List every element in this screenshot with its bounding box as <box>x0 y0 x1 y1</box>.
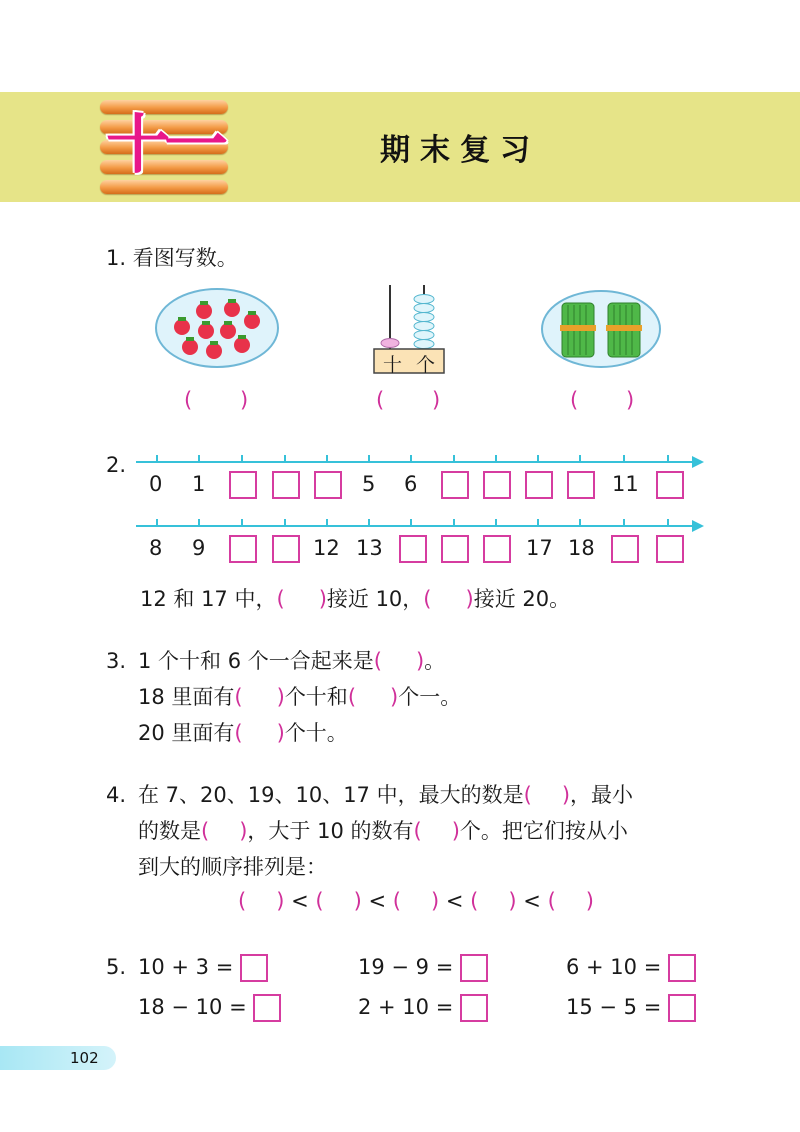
chapter-title: 期末复习 <box>380 133 540 168</box>
answer-paren-open: ( <box>373 649 382 673</box>
text-segment: 个十。 <box>284 721 348 745</box>
text-segment: 接近 20。 <box>473 587 571 611</box>
answer-paren-close: ) <box>239 819 248 843</box>
answer-box[interactable] <box>567 471 595 499</box>
answer-paren-close: ) <box>451 819 460 843</box>
q4-line-3: 到大的顺序排列是： <box>138 855 327 879</box>
stick-bundles-picture <box>540 289 662 369</box>
equation-text: 6 + 10 = <box>566 955 662 979</box>
answer-paren-close: ) <box>508 889 517 913</box>
q3-label: 3. <box>106 649 127 673</box>
number-line-2 <box>136 516 706 536</box>
answer-paren-open: ( <box>376 388 385 412</box>
number-label: 5 <box>362 472 376 496</box>
less-than-sign: < <box>368 889 387 913</box>
answer-box[interactable] <box>272 471 300 499</box>
strawberries-picture <box>154 287 280 369</box>
answer-paren-open: ( <box>234 721 243 745</box>
equation-text: 15 − 5 = <box>566 995 662 1019</box>
answer-box[interactable] <box>656 535 684 563</box>
equation <box>566 992 696 1022</box>
equation <box>566 952 696 982</box>
answer-paren-close: ) <box>240 388 249 412</box>
text-segment: 1 个十和 6 个一合起来是 <box>138 649 374 673</box>
text-segment: 12 和 17 中， <box>140 587 277 611</box>
answer-paren-open: ( <box>413 819 422 843</box>
chapter-number: 十一 <box>106 109 222 183</box>
q2-sentence <box>140 584 570 614</box>
less-than-sign: < <box>445 889 464 913</box>
answer-paren-open: ( <box>234 685 243 709</box>
answer-box[interactable] <box>272 535 300 563</box>
answer-paren-open: ( <box>523 783 532 807</box>
chapter-badge <box>100 98 228 196</box>
answer-box[interactable] <box>668 954 696 982</box>
number-label: 13 <box>356 536 383 560</box>
answer-paren-close: ) <box>318 587 327 611</box>
text-segment: 个一。 <box>398 685 462 709</box>
answer-paren-open: ( <box>392 889 401 913</box>
equation-text: 18 − 10 = <box>138 995 247 1019</box>
answer-box[interactable] <box>229 535 257 563</box>
answer-box[interactable] <box>460 994 488 1022</box>
answer-paren-open: ( <box>347 685 357 709</box>
answer-paren-close: ) <box>465 587 474 611</box>
stick-bundle-icon <box>560 303 596 357</box>
answer-paren-open: ( <box>201 819 210 843</box>
answer-box[interactable] <box>656 471 684 499</box>
answer-box[interactable] <box>253 994 281 1022</box>
abacus-ones-label: 个 <box>416 354 436 376</box>
answer-box[interactable] <box>483 535 511 563</box>
answer-box[interactable] <box>399 535 427 563</box>
answer-paren-close: ) <box>276 721 285 745</box>
answer-box[interactable] <box>611 535 639 563</box>
equation <box>138 952 268 982</box>
answer-box[interactable] <box>240 954 268 982</box>
text-segment: 个。把它们按从小 <box>459 819 628 843</box>
text-segment: ，大于 10 的数有 <box>247 819 414 843</box>
answer-paren-open: ( <box>238 889 247 913</box>
answer-paren-close: ) <box>276 889 285 913</box>
text-segment: 。 <box>424 649 446 673</box>
q4-line-1 <box>138 780 633 810</box>
equation-text: 19 − 9 = <box>358 955 454 979</box>
answer-box[interactable] <box>314 471 342 499</box>
q4-line-2 <box>138 816 628 846</box>
answer-paren-open: ( <box>423 587 432 611</box>
number-label: 0 <box>149 472 163 496</box>
number-label: 1 <box>192 472 206 496</box>
q3-line-3 <box>138 718 348 748</box>
answer-paren-close: ) <box>353 889 362 913</box>
q4-label: 4. <box>106 783 127 807</box>
answer-paren-close: ) <box>432 388 441 412</box>
equation-text: 2 + 10 = <box>358 995 454 1019</box>
less-than-sign: < <box>291 889 309 913</box>
number-label: 6 <box>404 472 418 496</box>
page-number: 102 <box>70 1049 99 1067</box>
number-label: 8 <box>149 536 163 560</box>
answer-paren-close: ) <box>390 685 399 709</box>
number-label: 17 <box>526 536 553 560</box>
number-label: 11 <box>612 472 639 496</box>
text-segment: 20 里面有 <box>138 721 235 745</box>
answer-box[interactable] <box>441 535 469 563</box>
answer-box[interactable] <box>668 994 696 1022</box>
equation-text: 10 + 3 = <box>138 955 234 979</box>
answer-box[interactable] <box>229 471 257 499</box>
answer-paren-open: ( <box>184 388 193 412</box>
number-label: 12 <box>313 536 340 560</box>
answer-paren-open: ( <box>276 587 285 611</box>
ordering-row <box>238 886 594 916</box>
q2-label: 2. <box>106 453 127 477</box>
q3-line-1 <box>138 646 445 676</box>
answer-paren-close: ) <box>415 649 425 673</box>
answer-box[interactable] <box>483 471 511 499</box>
number-label: 9 <box>192 536 206 560</box>
answer-paren-close: ) <box>585 889 594 913</box>
abacus-tens-label: 十 <box>383 354 403 376</box>
text-segment: 个十和 <box>284 685 348 709</box>
text-segment: 接近 10， <box>326 587 424 611</box>
answer-paren-close: ) <box>561 783 571 807</box>
answer-box[interactable] <box>460 954 488 982</box>
text-segment: 18 里面有 <box>138 685 235 709</box>
q3-line-2 <box>138 682 461 712</box>
answer-paren-open: ( <box>570 388 579 412</box>
answer-paren-close: ) <box>626 388 635 412</box>
answer-paren-close: ) <box>430 889 440 913</box>
text-segment: ，最小 <box>570 783 634 807</box>
answer-paren-close: ) <box>276 685 285 709</box>
answer-paren-open: ( <box>315 889 324 913</box>
equation <box>358 992 488 1022</box>
equation <box>358 952 488 982</box>
equation <box>138 992 281 1022</box>
text-segment: 的数是 <box>138 819 201 843</box>
answer-box[interactable] <box>441 471 469 499</box>
less-than-sign: < <box>523 889 541 913</box>
answer-paren-open: ( <box>470 889 479 913</box>
text-segment: 在 7、20、19、10、17 中，最大的数是 <box>138 783 524 807</box>
answer-paren-open: ( <box>547 889 556 913</box>
q1-label: 1. 看图写数。 <box>106 246 238 270</box>
q5-label: 5. <box>106 955 127 979</box>
number-label: 18 <box>568 536 595 560</box>
answer-box[interactable] <box>525 471 553 499</box>
